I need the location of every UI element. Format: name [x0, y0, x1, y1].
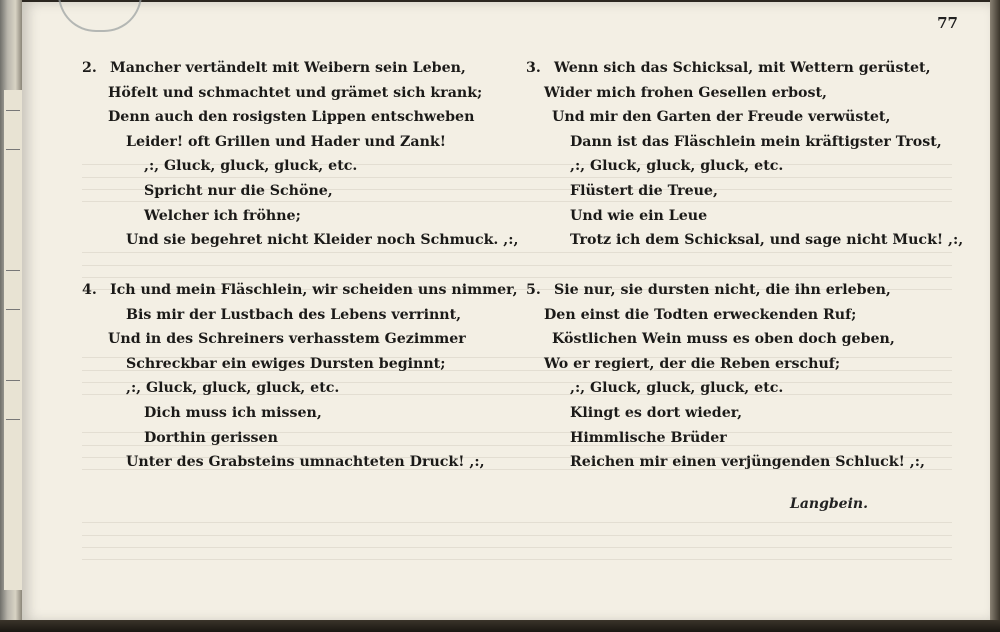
stanza-4 — [82, 278, 522, 475]
stanza-line: Himmlische Brüder — [570, 429, 727, 446]
stanza-line: 5. Sie nur, sie dursten nicht, die ihn erleben, — [526, 278, 966, 303]
stanza-2 — [82, 56, 522, 253]
stanza-line: ,:, Gluck, gluck, gluck, etc. — [144, 158, 358, 175]
stanza-line: Denn auch den rosigsten Lippen entschweben — [108, 109, 475, 126]
author-signature: Langbein. — [790, 496, 868, 512]
stanza-line: Und mir den Garten der Freude verwüstet, — [552, 109, 891, 126]
stanza-line: Wider mich frohen Gesellen erbost, — [544, 84, 827, 101]
stanza-line: ,:, Gluck, gluck, gluck, etc. — [126, 380, 340, 397]
stanza-line: Dich muss ich missen, — [144, 404, 322, 421]
book-page — [22, 2, 990, 622]
stanza-line: Reichen mir einen verjüngenden Schluck! ,:, — [570, 454, 925, 471]
facing-page-staff — [6, 270, 20, 310]
stanza-line: ,:, Gluck, gluck, gluck, etc. — [570, 158, 784, 175]
stanza-line: Spricht nur die Schöne, — [144, 182, 333, 199]
stanza-line: Dorthin gerissen — [144, 429, 278, 446]
page-number: 77 — [937, 14, 958, 32]
facing-page-staff — [6, 110, 20, 150]
stanza-line: 3. Wenn sich das Schicksal, mit Wettern gerüstet, — [526, 56, 966, 81]
stanza-number: 3. — [526, 60, 541, 76]
stanza-line: Trotz ich dem Schicksal, und sage nicht Muck! ,:, — [570, 232, 964, 249]
stanza-line: Dann ist das Fläschlein mein kräftigster Trost, — [570, 133, 942, 150]
stanza-line: 4. Ich und mein Fläschlein, wir scheiden uns nimmer, — [82, 278, 522, 303]
page-right-edge — [990, 0, 1000, 632]
stanza-number: 2. — [82, 60, 97, 76]
stanza-line: Wo er regiert, der die Reben erschuf; — [544, 355, 841, 372]
stanza-line: Köstlichen Wein muss es oben doch geben, — [552, 331, 895, 348]
stanza-line: Klingt es dort wieder, — [570, 404, 743, 421]
stanza-line: Und in des Schreiners verhasstem Gezimmer — [108, 331, 466, 348]
stanza-3 — [526, 56, 966, 253]
page-bottom-shadow — [0, 620, 1000, 632]
stanza-line: Höfelt und schmachtet und grämet sich krank; — [108, 84, 483, 101]
stanza-line: ,:, Gluck, gluck, gluck, etc. — [570, 380, 784, 397]
stanza-line: Und sie begehret nicht Kleider noch Schmuck. ,:, — [126, 232, 519, 249]
facing-page-edge — [4, 90, 23, 590]
stanza-number: 5. — [526, 282, 541, 298]
stanza-line: Und wie ein Leue — [570, 207, 708, 224]
bleed-through-staff — [82, 522, 952, 560]
stanza-number: 4. — [82, 282, 97, 298]
stanza-line: Unter des Grabsteins umnachteten Druck! ,:, — [126, 454, 485, 471]
stanza-line: Welcher ich fröhne; — [144, 207, 301, 224]
stanza-line: 2. Mancher vertändelt mit Weibern sein Leben, — [82, 56, 522, 81]
stanza-line: Bis mir der Lustbach des Lebens verrinnt, — [126, 306, 462, 323]
stanza-line: Den einst die Todten erweckenden Ruf; — [544, 306, 857, 323]
stanza-line: Flüstert die Treue, — [570, 182, 718, 199]
stanza-5 — [526, 278, 966, 475]
facing-page-staff — [6, 380, 20, 420]
stanza-line: Schreckbar ein ewiges Dursten beginnt; — [126, 355, 446, 372]
stanza-line: Leider! oft Grillen und Hader und Zank! — [126, 133, 446, 150]
